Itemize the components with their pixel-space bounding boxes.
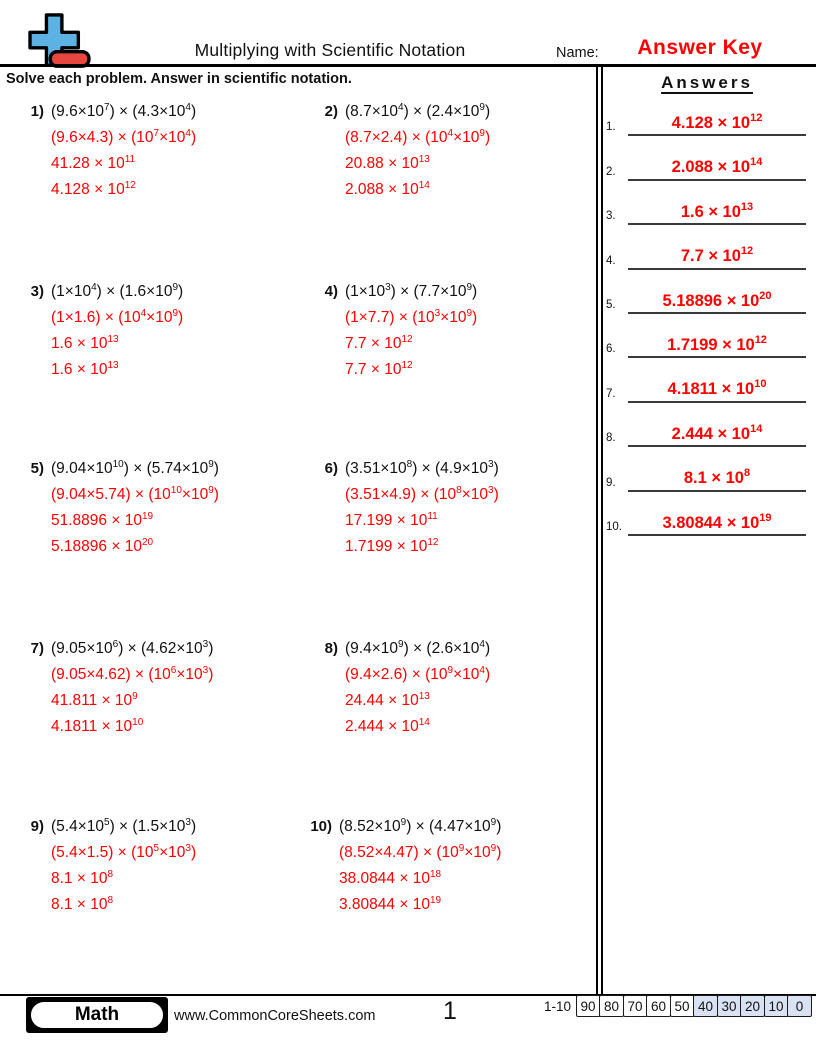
problem-number: 3): [30, 283, 44, 300]
answer-row: [602, 314, 812, 358]
problem-expression: $(8.7\times 10^4) \times (2.4\times 10^9)$: [345, 102, 491, 120]
score-cell: 70: [623, 995, 648, 1017]
problem-expression: $(5.4\times 10^5) \times (1.5\times 10^3)$: [51, 817, 197, 835]
header-divider: [0, 64, 816, 67]
answer-number: 6.: [606, 343, 616, 356]
problem-expression: $(9.6\times 10^7) \times (4.3\times 10^4)$: [51, 102, 197, 120]
score-cell: 30: [717, 995, 742, 1017]
website-text: www.CommonCoreSheets.com: [174, 1008, 376, 1024]
instructions-text: Solve each problem. Answer in scientific notation.: [6, 71, 352, 87]
work-line-2: $7.7 \times 10^{12}$: [345, 334, 413, 352]
problem-block-8: [312, 636, 490, 740]
problem-block-5: [18, 456, 219, 560]
problem-expression: $(3.51\times 10^8) \times (4.9\times 10^3)$: [345, 459, 499, 477]
score-grid: [544, 995, 812, 1017]
answer-value: $2.088 \times 10^{14}$: [628, 159, 806, 180]
work-line-1: $(8.52\times 4.47) \times (10^9\times 10^9)$: [339, 843, 502, 861]
problem-block-10: [306, 814, 501, 918]
answer-number: 5.: [606, 298, 616, 311]
work-line-1: $(3.51\times 4.9) \times (10^8\times 10^3)$: [345, 485, 499, 503]
problem-expression: $(1\times 10^4) \times (1.6\times 10^9)$: [51, 282, 184, 300]
answer-value: $5.18896 \times 10^{20}$: [628, 293, 806, 314]
work-line-2: $1.6 \times 10^{13}$: [51, 334, 119, 352]
problem-block-7: [18, 636, 213, 740]
problem-block-6: [312, 456, 499, 560]
problem-block-3: [18, 279, 183, 383]
work-line-3: $2.444 \times 10^{14}$: [345, 717, 430, 735]
problem-number: 5): [30, 460, 44, 477]
answers-title: Answers: [661, 73, 753, 92]
work-line-3: $1.6 \times 10^{13}$: [51, 360, 119, 378]
score-range-label: 1-10: [543, 998, 571, 1014]
work-line-3: $1.7199 \times 10^{12}$: [345, 537, 439, 555]
score-cell: 10: [764, 995, 789, 1017]
answer-value: $8.1 \times 10^8$: [628, 470, 806, 491]
problem-number: 4): [324, 283, 338, 300]
answer-number: 3.: [606, 210, 616, 223]
answer-row: [602, 225, 812, 269]
answer-number: 10.: [606, 520, 622, 533]
answer-value: $2.444 \times 10^{14}$: [628, 426, 806, 447]
work-line-2: $38.0844 \times 10^{18}$: [339, 869, 442, 887]
problem-number: 2): [324, 103, 338, 120]
work-line-1: $(1\times 7.7) \times (10^3\times 10^9)$: [345, 308, 478, 326]
work-line-3: $3.80844 \times 10^{19}$: [339, 895, 442, 913]
answer-value: $7.7 \times 10^{12}$: [628, 248, 806, 269]
answer-number: 7.: [606, 387, 616, 400]
work-line-3: $7.7 \times 10^{12}$: [345, 360, 413, 378]
page-number: 1: [443, 997, 457, 1025]
work-line-2: $17.199 \times 10^{11}$: [345, 511, 438, 529]
answer-row: [602, 358, 812, 402]
work-line-1: $(9.05\times 4.62) \times (10^6\times 10^3)$: [51, 665, 214, 683]
problem-number: 10): [310, 818, 332, 835]
work-line-2: $24.44 \times 10^{13}$: [345, 691, 430, 709]
worksheet-title: Multiplying with Scientific Notation: [194, 40, 466, 60]
work-line-1: $(8.7\times 2.4) \times (10^4\times 10^9)$: [345, 128, 491, 146]
answer-row: [602, 270, 812, 314]
score-cell: 40: [693, 995, 718, 1017]
answer-row: [602, 136, 812, 180]
problem-number: 1): [30, 103, 44, 120]
answer-value: $3.80844 \times 10^{19}$: [628, 515, 806, 536]
answer-row: [602, 403, 812, 447]
work-line-3: $4.1811 \times 10^{10}$: [51, 717, 144, 735]
work-line-2: $20.88 \times 10^{13}$: [345, 154, 430, 172]
answers-list: [602, 92, 812, 536]
problem-expression: $(1\times 10^3) \times (7.7\times 10^9)$: [345, 282, 478, 300]
problem-number: 8): [324, 640, 338, 657]
answer-value: $1.6 \times 10^{13}$: [628, 204, 806, 225]
work-line-2: $41.811 \times 10^9$: [51, 691, 138, 709]
problem-block-4: [312, 279, 477, 383]
score-cell: 0: [787, 995, 812, 1017]
problem-block-9: [18, 814, 196, 918]
subject-badge: [26, 997, 168, 1033]
work-line-1: $(9.6\times 4.3) \times (10^7\times 10^4)$: [51, 128, 197, 146]
answer-value: $1.7199 \times 10^{12}$: [628, 337, 806, 358]
answer-number: 2.: [606, 165, 616, 178]
answer-value: $4.1811 \times 10^{10}$: [628, 381, 806, 402]
problem-expression: $(9.05\times 10^6) \times (4.62\times 10^3)$: [51, 639, 214, 657]
work-line-3: $8.1 \times 10^8$: [51, 895, 114, 913]
score-cell: 80: [599, 995, 624, 1017]
work-line-3: $4.128 \times 10^{12}$: [51, 180, 136, 198]
problem-number: 6): [324, 460, 338, 477]
problem-block-2: [312, 99, 490, 203]
work-line-2: $51.8896 \times 10^{19}$: [51, 511, 154, 529]
work-line-1: $(1\times 1.6) \times (10^4\times 10^9)$: [51, 308, 184, 326]
work-line-1: $(9.04\times 5.74) \times (10^{10}\times 10^9)$: [51, 485, 219, 503]
problem-block-1: [18, 99, 196, 203]
work-line-2: $41.28 \times 10^{11}$: [51, 154, 136, 172]
score-cell: 90: [576, 995, 601, 1017]
answer-value: $4.128 \times 10^{12}$: [628, 115, 806, 136]
score-cell: 20: [740, 995, 765, 1017]
answer-number: 1.: [606, 121, 616, 134]
work-line-3: $2.088 \times 10^{14}$: [345, 180, 430, 198]
work-line-1: $(9.4\times 2.6) \times (10^9\times 10^4)$: [345, 665, 491, 683]
name-label: Name:: [556, 45, 599, 61]
answer-number: 9.: [606, 476, 616, 489]
work-line-1: $(5.4\times 1.5) \times (10^5\times 10^3)$: [51, 843, 197, 861]
problem-number: 7): [30, 640, 44, 657]
work-line-3: $5.18896 \times 10^{20}$: [51, 537, 154, 555]
answer-number: 8.: [606, 432, 616, 445]
problem-expression: $(9.4\times 10^9) \times (2.6\times 10^4)$: [345, 639, 491, 657]
problem-expression: $(8.52\times 10^9) \times (4.47\times 10^9)$: [339, 817, 502, 835]
answer-key-text: Answer Key: [637, 36, 763, 59]
answer-row: [602, 447, 812, 491]
work-line-2: $8.1 \times 10^8$: [51, 869, 114, 887]
score-cell: 50: [670, 995, 695, 1017]
answer-row: [602, 492, 812, 536]
score-cell: 60: [646, 995, 671, 1017]
answer-row: [602, 92, 812, 136]
problem-expression: $(9.04\times 10^{10}) \times (5.74\times 10^9)$: [51, 459, 219, 477]
answer-row: [602, 181, 812, 225]
answer-number: 4.: [606, 254, 616, 267]
problem-number: 9): [30, 818, 44, 835]
subject-label: Math: [30, 1001, 164, 1029]
